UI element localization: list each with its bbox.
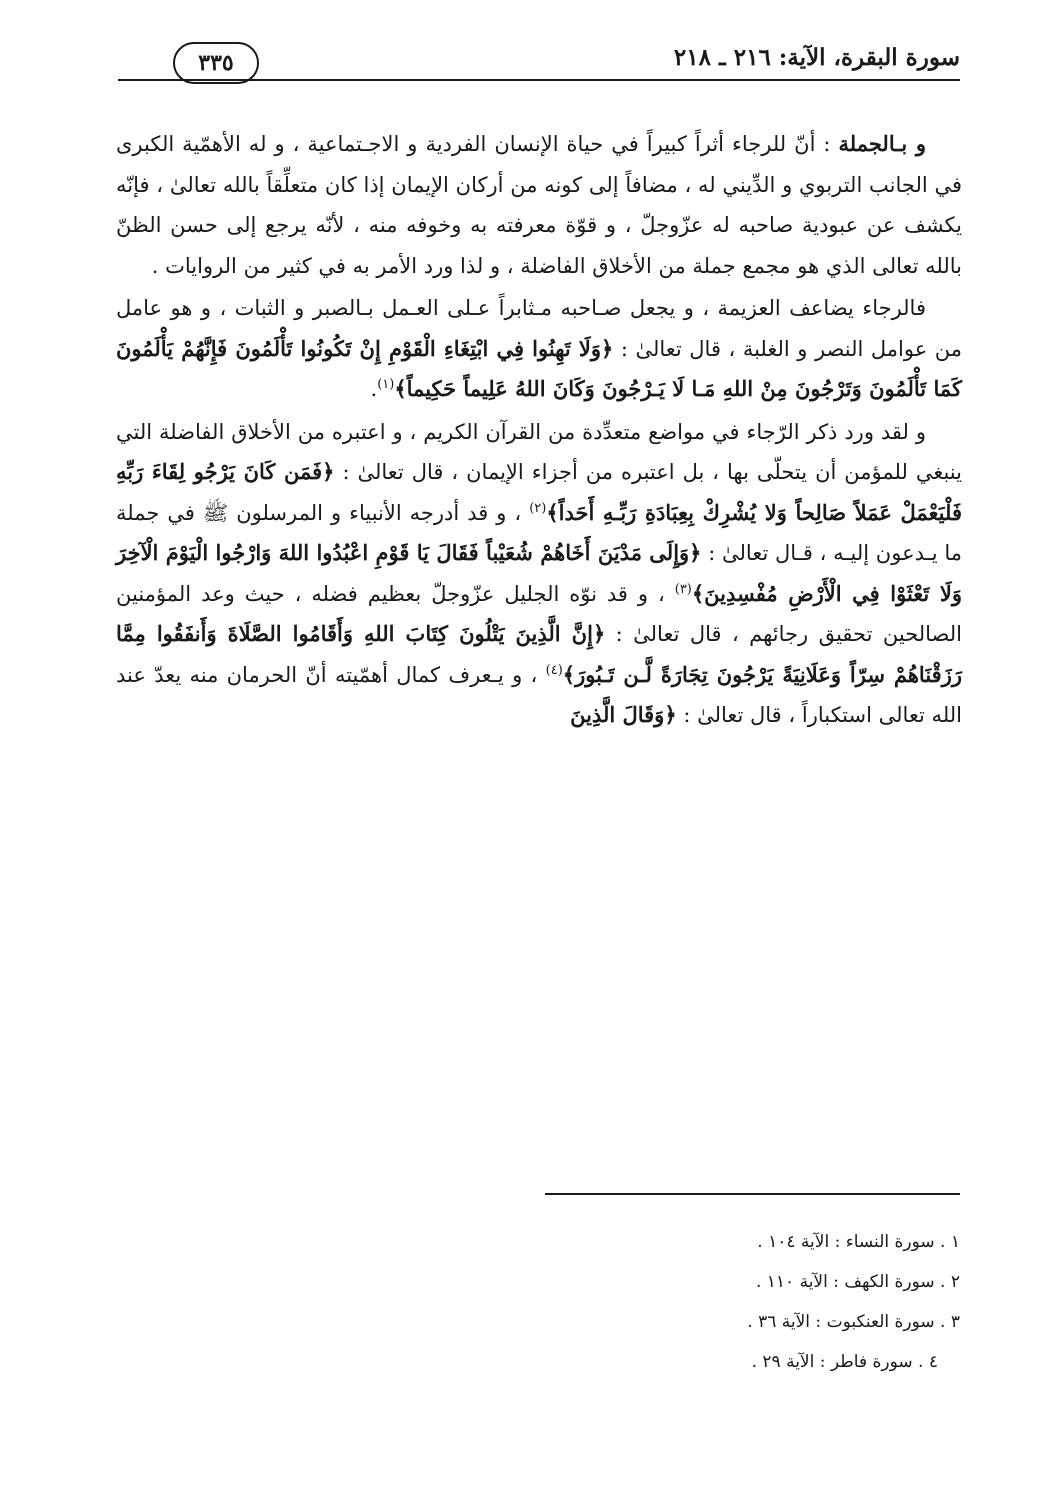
body-sentence: ، و قد أدرجه الأنبياء و المرسلون ﷺ في جملة ما يـدعون إليـه ، قـال تعالىٰ : [116,500,962,565]
body-sentence: . [370,377,378,401]
footnote-separator [545,1193,960,1195]
footnote-reference: (٢) [529,500,547,516]
page-number: ٣٣٥ [173,42,259,84]
body-sentence: : أنّ للرجاء أثراً كبيراً في حياة الإنسان الفردية و الاجـتماعية ، و له الأهمّية الكبرى في الجانب التربوي و الدِّيني له ، مضافاً إلى كونه من أركان الإيمان إذا كان متعلِّقاً بالله تعالىٰ ، فإنّه يكشف عن عبودية صاحبه له عزّوجلّ ، و قوّة معرفته به وخوفه منه ، لأنّه يرجع إلى حسن الظنّ بالله تعالى الذي هو مجمع جملة من الأخلاق الفاضلة ، و لذا ورد الأمر به في كثير من الروايات . [116,132,962,278]
footnote-reference: (٤) [545,662,563,678]
paragraph [116,412,962,736]
running-head: سورة البقرة، الآية: ٢١٦ ـ ٢١٨ [673,44,960,71]
footnote-3: ٣ . سورة العنكبوت : الآية ٣٦ . [747,1312,960,1332]
body-sentence: ، و يـعرف كمال أهمّيته أنّ الحرمان منه يعدّ عند الله تعالى استكباراً ، قال تعالىٰ : [116,662,962,727]
header-rule [118,79,960,81]
footnote-reference: (١) [377,377,395,392]
footnotes [360,1222,960,1382]
quran-verse: ﴿فَمَن كَانَ يَرْجُو لِقَاءَ رَبِّهِ فَلْيَعْمَلْ عَمَلاً صَالِحاً وَلا يُشْرِكْ بِعِبَادَةِ رَبِّـهِ أَحَداً﴾ [116,459,962,525]
lead-phrase: و بـالجملة [838,131,926,156]
quran-verse: ﴿وَإِلَى مَدْيَنَ أَخَاهُمْ شُعَيْباً فَقَالَ يَا قَوْمِ اعْبُدُوا اللهَ وَارْجُوا الْيَوْمَ الْآخِرَ وَلَا تَعْثَوْا فِي الْأَرْضِ مُفْسِدِينَ﴾ [116,540,962,606]
quran-verse: ﴿وَلَا تَهِنُوا فِي ابْتِغَاءِ الْقَوْمِ إِنْ تَكُونُوا تَأْلَمُونَ فَإِنَّهُمْ يَأْلَمُونَ كَمَا تَأْلَمُونَ وَتَرْجُونَ مِنْ اللهِ مَـا لَا يَـرْجُونَ وَكَانَ اللهُ عَلِيماً حَكِيماً﴾ [116,335,962,401]
footnote-1: ١ . سورة النساء : الآية ١٠٤ . [757,1232,960,1252]
body-sentence: ، و قد نوّه الجليل عزّوجلّ بعظيم فضله ، حيث وعد المؤمنين الصالحين تحقيق رجائهم ، قال تعالىٰ : [116,581,962,646]
page-header [118,38,960,88]
footnote-2: ٢ . سورة الكهف : الآية ١١٠ . [755,1272,960,1292]
body-text [116,124,962,736]
body-sentence: فالرجاء يضاعف العزيمة ، و يجعل صـاحبه مـثابراً عـلى العـمل بـالصبر و الثبات ، و هو عامل من عوامل النصر و الغلبة ، قال تعالىٰ : [116,296,962,361]
paragraph [116,288,962,410]
footnote-4: ٤ . سورة فاطر : الآية ٢٩ . [751,1352,938,1372]
paragraph [116,124,962,286]
quran-verse: ﴿وَقَالَ الَّذِينَ [570,702,677,727]
body-sentence: و لقد ورد ذكر الرّجاء في مواضع متعدِّدة من القرآن الكريم ، و اعتبره من الأخلاق الفاضلة التي ينبغي للمؤمن أن يتحلّى بها ، بل اعتبره من أجزاء الإيمان ، قال تعالىٰ : [116,419,962,484]
quran-verse: ﴿إِنَّ الَّذِينَ يَتْلُونَ كِتَابَ اللهِ وَأَقَامُوا الصَّلَاةَ وَأَنفَقُوا مِمَّا رَزَقْنَاهُمْ سِرّاً وَعَلَانِيَةً يَرْجُونَ تِجَارَةً لَّـن تَـبُورَ﴾ [116,621,962,687]
footnote-reference: (٣) [674,581,692,597]
